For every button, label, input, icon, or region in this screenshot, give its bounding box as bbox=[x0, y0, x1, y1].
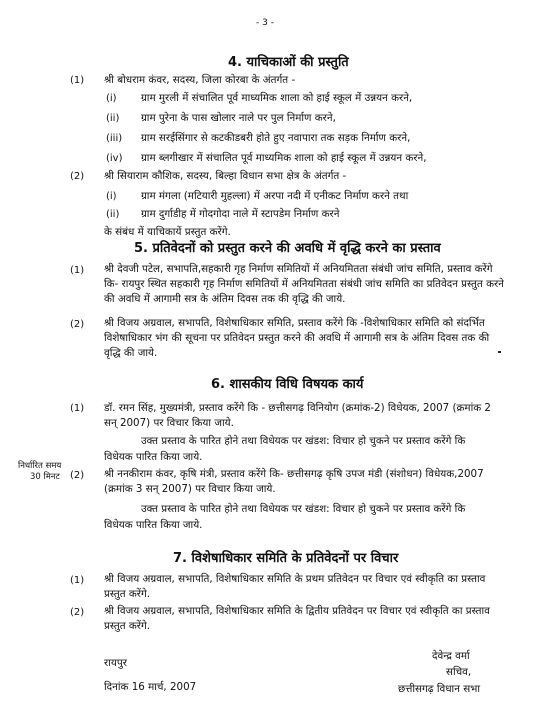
paragraph-line: श्री विजय अग्रवाल, सभापति, विशेषाधिकार समिति, प्रस्ताव करेंगे कि -विशेषाधिकार समिति को संदर्भित bbox=[104, 317, 485, 329]
sub-item-text: ग्राम मंगला (मटियारी मुहल्ला) में अरपा नदी में एनीकट निर्माण करने तथा bbox=[141, 190, 409, 202]
paragraph-line: प्रस्तुत करेंगे. bbox=[104, 620, 151, 632]
paragraph-line: श्री विजय अग्रवाल, सभापति, विशेषाधिकार समिति के प्रथम प्रतिवेदन पर विचार एवं स्वीकृति का प्रस्ताव bbox=[104, 573, 486, 585]
item-number: (2) bbox=[70, 171, 85, 182]
sub-item-text: ग्राम पुरेना के पास खोलार नाले पर पुल निर्माण करने, bbox=[141, 112, 336, 124]
paragraph-line: (क्रमांक 3 सन् 2007) पर विचार किया जाये. bbox=[104, 483, 276, 495]
sub-item-number: (iii) bbox=[106, 133, 123, 144]
paragraph-line: कि- रायपुर स्थित सहकारी गृह निर्माण समितियों में अनियमितता संबंधी जांच समिति का प्रतिवेदन प्रस्तुत करने bbox=[104, 278, 504, 290]
paragraph-line: डॉ. रमन सिंह, मुख्यमंत्री, प्रस्ताव करेंगे कि - छत्तीसगढ़ विनियोग (क्रमांक-2) विधेयक, 2007 (क्रमांक 2 bbox=[104, 402, 491, 414]
signatory-org: छत्तीसगढ़ विधान सभा bbox=[398, 683, 481, 695]
paragraph-line: सन् 2007) पर विचार किया जाये. bbox=[104, 417, 234, 429]
item-paragraph bbox=[104, 467, 484, 497]
sub-item-number: (ii) bbox=[106, 209, 120, 220]
paragraph-line: प्रस्तुत करेंगे. bbox=[104, 588, 151, 600]
sub-item-number: (ii) bbox=[106, 113, 120, 124]
item-paragraph bbox=[104, 572, 485, 602]
sub-item-text: ग्राम दुर्गाडीह में गोदगोदा नाले में स्टापडेम निर्माण करने bbox=[141, 208, 340, 220]
paragraph-line: श्री विजय अग्रवाल, सभापति, विशेषाधिकार समिति के द्वितीय प्रतिवेदन पर विचार एवं स्वीकृति का प्रस्ताव bbox=[104, 605, 490, 617]
paragraph-line: वृद्धि की जाये. bbox=[104, 347, 158, 359]
item-number: (1) bbox=[70, 575, 85, 586]
item-number: (1) bbox=[70, 403, 85, 414]
paragraph-line: विशेषाधिकार भंग की सूचना पर प्रतिवेदन प्रस्तुत करने की अवधि में आगामी सत्र के अंतिम दिवस तक की bbox=[104, 332, 490, 344]
page-number: - 3 - bbox=[256, 18, 274, 28]
item-number: (2) bbox=[70, 470, 85, 481]
item-paragraph bbox=[104, 604, 490, 634]
sub-item-text: ग्राम मुरली में संचालित पूर्व माध्यमिक शाला को हाई स्कूल में उन्नयन करने, bbox=[141, 92, 413, 104]
footer-place: रायपुर bbox=[104, 657, 127, 669]
section-4-heading: 4. याचिकाओं की प्रस्तुति bbox=[228, 55, 349, 70]
margin-mark bbox=[498, 351, 501, 353]
sub-item-number: (iv) bbox=[106, 153, 123, 164]
item-paragraph bbox=[104, 401, 491, 431]
section-7-heading: 7. विशेषाधिकार समिति के प्रतिवेदनों पर विचार bbox=[173, 551, 399, 566]
paragraph-line: श्री देवजी पटेल, सभापति,सहकारी गृह निर्माण समितियों में अनियमितता संबंधी जांच समिति, प्रस्ताव करेंगे bbox=[104, 263, 493, 275]
sub-item-text: ग्राम सरईसिंगार से कटकीडबरी होते हुए नवापारा तक सड़क निर्माण करने, bbox=[141, 132, 411, 144]
item-text: श्री सियाराम कौशिक, सदस्य, बिल्हा विधान सभा क्षेत्र के अंतर्गत - bbox=[104, 170, 347, 182]
footer-date: दिनांक 16 मार्च, 2007 bbox=[104, 681, 197, 693]
note-line: उक्त प्रस्ताव के पारित होने तथा विधेयक पर खंडश: विचार हो चुकने पर प्रस्ताव करेंगे कि bbox=[141, 503, 466, 515]
sub-item-number: (i) bbox=[106, 191, 117, 202]
paragraph-line: श्री ननकीराम कंवर, कृषि मंत्री, प्रस्ताव करेंगे कि- छत्तीसगढ़ कृषि उपज मंडी (संशोधन) विधेयक,2007 bbox=[104, 468, 484, 480]
item-number: (2) bbox=[70, 319, 85, 330]
margin-note: निर्धारित समय bbox=[18, 461, 62, 471]
item-number: (1) bbox=[70, 265, 85, 276]
section-5-heading: 5. प्रतिवेदनों को प्रस्तुत करने की अवधि में वृद्धि करने का प्रस्ताव bbox=[134, 241, 441, 256]
paragraph-line: की अवधि में आगामी सत्र के अंतिम दिवस तक की वृद्धि की जाये. bbox=[104, 293, 346, 305]
sub-item-text: ग्राम ब्लगीखार में संचालित पूर्व माध्यमिक शाला को हाई स्कूल में उन्नयन करने, bbox=[141, 152, 427, 164]
item-number: (1) bbox=[70, 75, 85, 86]
sub-item-number: (i) bbox=[106, 93, 117, 104]
section-6-heading: 6. शासकीय विधि विषयक कार्य bbox=[211, 377, 364, 392]
signatory-name: देवेन्द्र वर्मा bbox=[432, 650, 470, 662]
note-line: उक्त प्रस्ताव के पारित होने तथा विधेयक पर खंडश: विचार हो चुकने पर प्रस्ताव करेंगे कि bbox=[141, 435, 466, 447]
note-line: विधेयक पारित किया जाये. bbox=[104, 519, 203, 531]
margin-note: 30 मिनट bbox=[30, 472, 60, 482]
signatory-title: सचिव, bbox=[446, 666, 472, 678]
item-paragraph bbox=[104, 262, 504, 307]
item-text: श्री बोधराम कंवर, सदस्य, जिला कोरबा के अंतर्गत - bbox=[104, 74, 296, 86]
closing-text: के संबंध में याचिकायें प्रस्तुत करेंगे. bbox=[104, 226, 231, 238]
item-paragraph bbox=[104, 316, 489, 361]
item-number: (2) bbox=[70, 607, 85, 618]
note-line: विधेयक पारित किया जाये. bbox=[104, 451, 203, 463]
